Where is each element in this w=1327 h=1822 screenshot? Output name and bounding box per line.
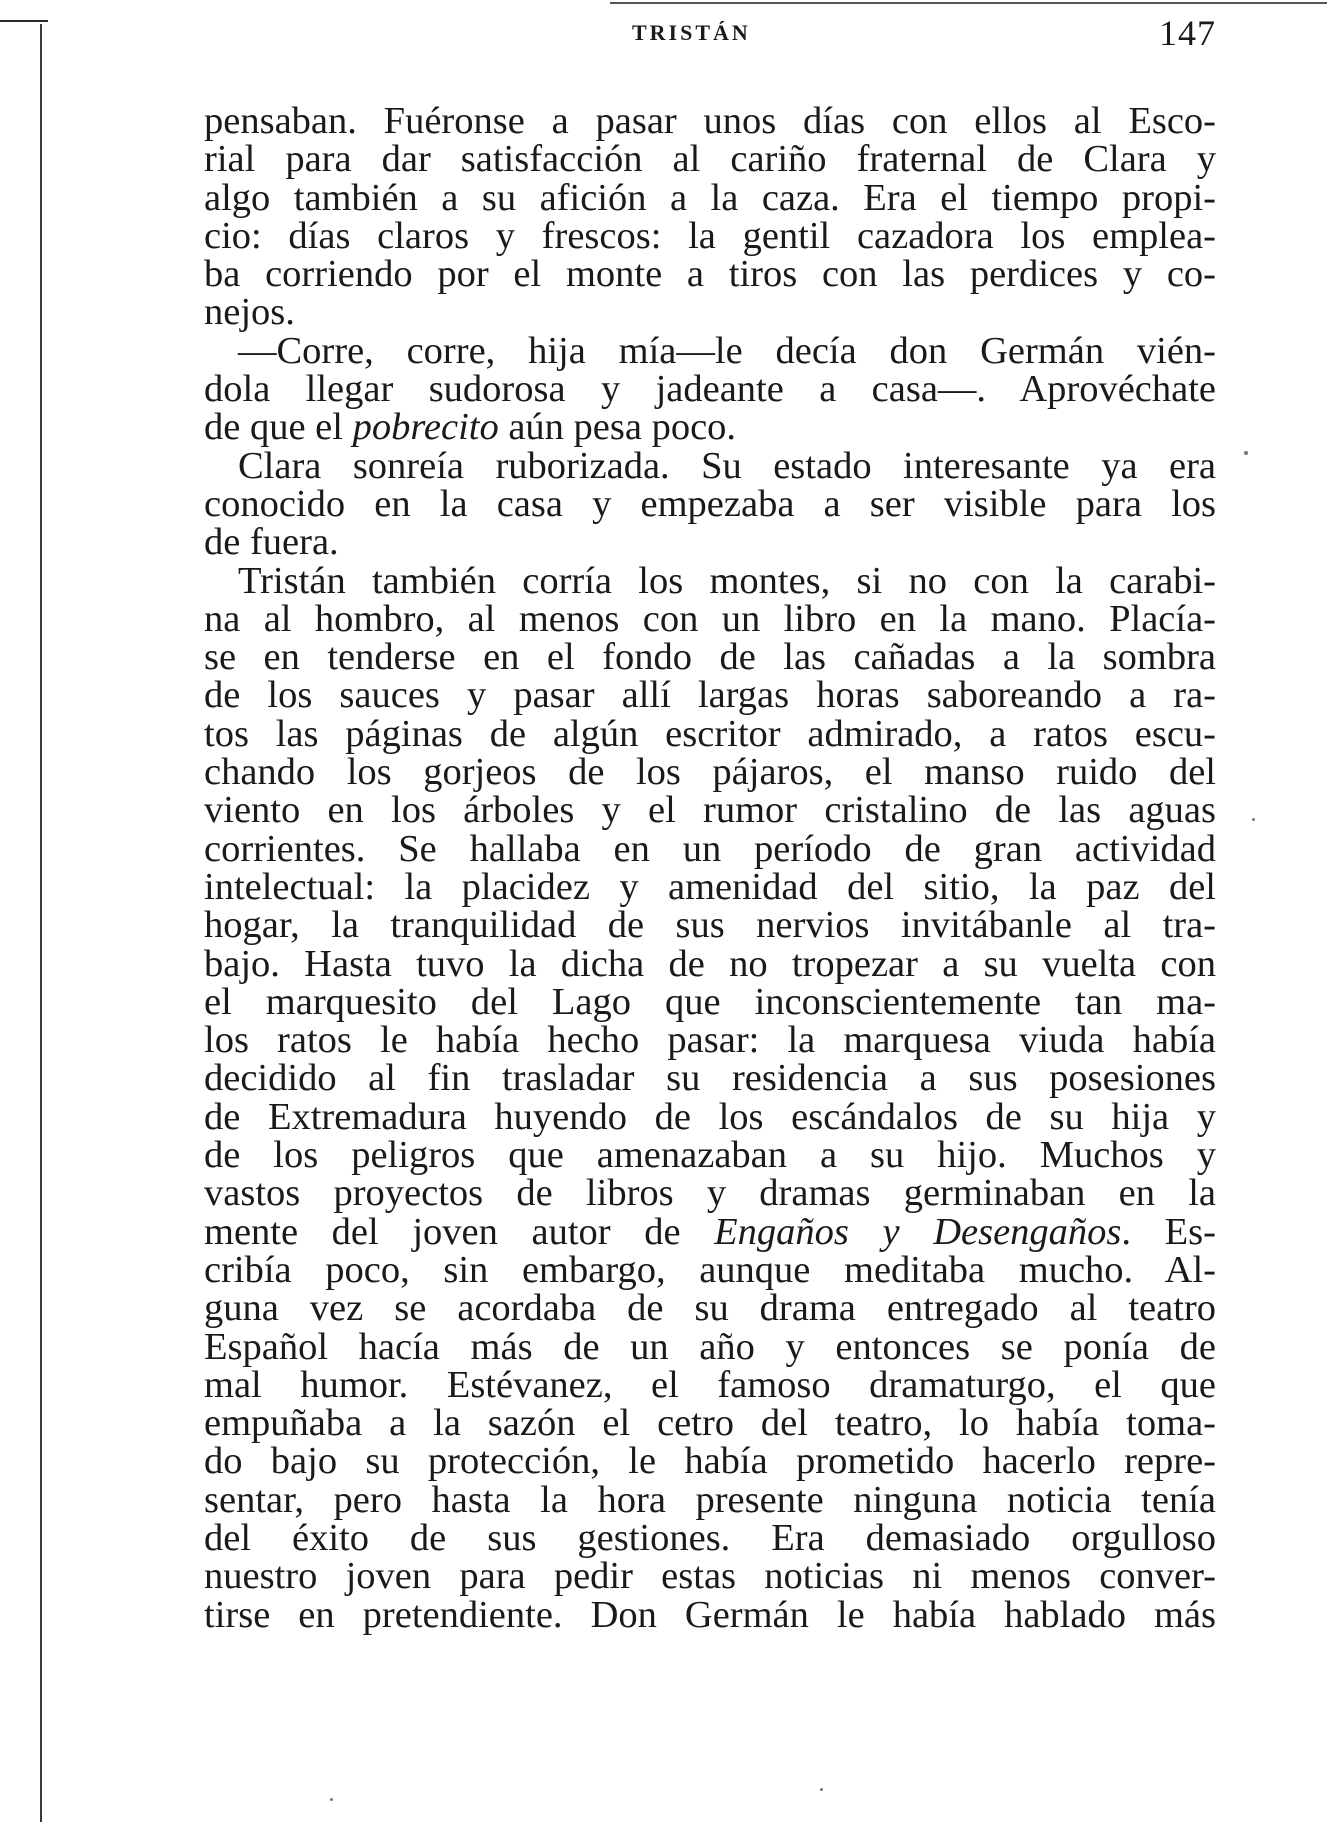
body-text <box>204 102 1216 1634</box>
top-edge-rule <box>610 2 1327 4</box>
text-run: de que el <box>204 406 353 449</box>
text-line <box>204 406 1216 449</box>
running-head <box>204 12 1216 52</box>
text-line: empuñaba a la sazón el cetro del teatro, lo había toma- <box>204 1402 1216 1445</box>
text-line: sentar, pero hasta la hora presente ninguna noticia tenía <box>204 1478 1216 1521</box>
text-line: del éxito de sus gestiones. Era demasiado orgulloso <box>204 1516 1216 1559</box>
text-line: decidido al fin trasladar su residencia a sus posesiones <box>204 1057 1216 1100</box>
text-line: Español hacía más de un año y entonces se ponía de <box>204 1325 1216 1368</box>
text-line: intelectual: la placidez y amenidad del sitio, la paz del <box>204 865 1216 908</box>
text-line: el marquesito del Lago que inconscientemente tan ma- <box>204 980 1216 1023</box>
text-line: de Extremadura huyendo de los escándalos de su hija y <box>204 1095 1216 1138</box>
text-line: nuestro joven para pedir estas noticias ni menos conver- <box>204 1555 1216 1598</box>
text-line: los ratos le había hecho pasar: la marquesa viuda había <box>204 1019 1216 1062</box>
text-line <box>204 1210 1216 1253</box>
text-line: tos las páginas de algún escritor admirado, a ratos escu- <box>204 712 1216 755</box>
text-line: corrientes. Se hallaba en un período de gran actividad <box>204 827 1216 870</box>
text-line: tirse en pretendiente. Don Germán le había hablado más <box>204 1593 1216 1636</box>
text-line: hogar, la tranquilidad de sus nervios invitábanle al tra- <box>204 904 1216 947</box>
text-line: de los peligros que amenazaban a su hijo. Muchos y <box>204 1134 1216 1177</box>
binding-edge-top <box>0 20 48 22</box>
scan-speck <box>330 1798 333 1801</box>
text-line: bajo. Hasta tuvo la dicha de no tropezar a su vuelta con <box>204 942 1216 985</box>
text-line: vastos proyectos de libros y dramas germinaban en la <box>204 1172 1216 1215</box>
italic-text: pobrecito <box>352 406 499 449</box>
page-number: 147 <box>1159 13 1216 53</box>
text-line: rial para dar satisfacción al cariño fraternal de Clara y <box>204 138 1216 181</box>
text-line: de fuera. <box>204 521 339 564</box>
text-line: conocido en la casa y empezaba a ser visible para los <box>204 482 1216 525</box>
text-line: guna vez se acordaba de su drama entregado al teatro <box>204 1287 1216 1330</box>
scan-speck <box>1252 818 1255 821</box>
text-line: ba corriendo por el monte a tiros con las perdices y co- <box>204 253 1216 296</box>
text-line: na al hombro, al menos con un libro en la mano. Placía- <box>204 597 1216 640</box>
text-line: de los sauces y pasar allí largas horas saboreando a ra- <box>204 674 1216 717</box>
italic-text: Engaños y Desengaños <box>714 1210 1122 1253</box>
text-line: —Corre, corre, hija mía—le decía don Germán vién- <box>238 329 1216 372</box>
text-run: mente del joven autor de <box>204 1210 715 1253</box>
text-run: . Es- <box>1121 1210 1216 1253</box>
text-line: algo también a su afición a la caza. Era el tiempo propi- <box>204 176 1216 219</box>
binding-edge <box>40 24 42 1822</box>
text-line: pensaban. Fuéronse a pasar unos días con ellos al Esco- <box>204 100 1216 142</box>
text-line: se en tenderse en el fondo de las cañadas a la sombra <box>204 636 1216 679</box>
text-line: dola llegar sudorosa y jadeante a casa—. Aprovéchate <box>204 368 1216 411</box>
text-line: Tristán también corría los montes, si no con la carabi- <box>238 559 1216 602</box>
text-line: Clara sonreía ruborizada. Su estado interesante ya era <box>238 444 1216 487</box>
text-line: nejos. <box>204 291 295 334</box>
scan-speck <box>820 1788 823 1791</box>
text-line: viento en los árboles y el rumor cristalino de las aguas <box>204 789 1216 832</box>
text-line: chando los gorjeos de los pájaros, el manso ruido del <box>204 751 1216 794</box>
running-title: TRISTÁN <box>632 20 751 45</box>
text-line: cribía poco, sin embargo, aunque meditaba mucho. Al- <box>204 1248 1216 1291</box>
scan-speck <box>1244 451 1248 455</box>
text-run: aún pesa poco. <box>498 406 737 449</box>
text-line: do bajo su protección, le había prometido hacerlo repre- <box>204 1440 1216 1483</box>
text-line: mal humor. Estévanez, el famoso dramaturgo, el que <box>204 1363 1216 1406</box>
text-line: cio: días claros y frescos: la gentil cazadora los emplea- <box>204 214 1216 257</box>
